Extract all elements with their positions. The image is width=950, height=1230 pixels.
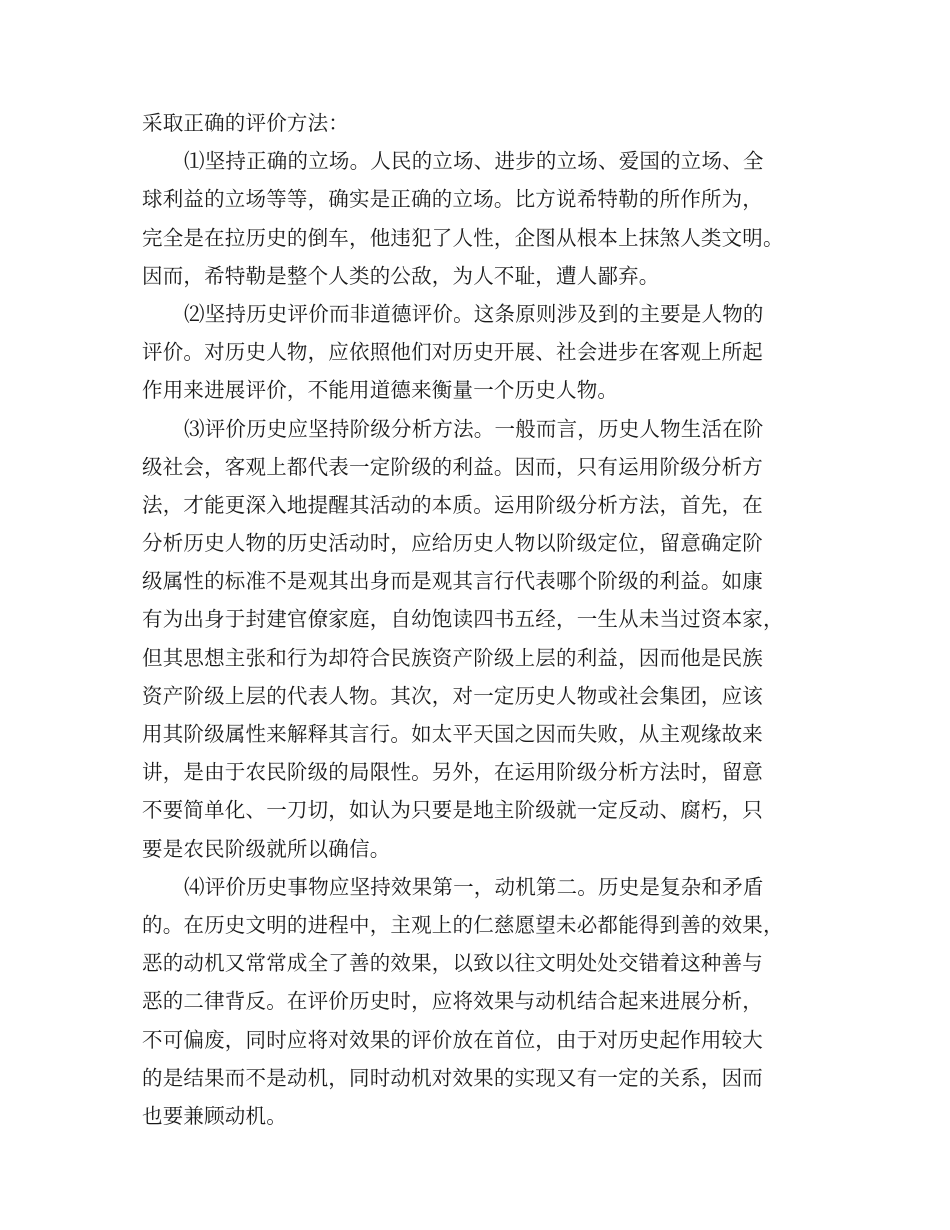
paragraph-line: 的是结果而不是动机，同时动机对效果的实现又有一定的关系，因而 [142, 1065, 763, 1090]
paragraph-line: 恶的二律背反。在评价历史时，应将效果与动机结合起来进展分析， [142, 989, 763, 1014]
paragraph-line: 的。在历史文明的进程中，主观上的仁慈愿望未必都能得到善的效果， [142, 912, 784, 937]
paragraph-line: 也要兼顾动机。 [142, 1103, 287, 1128]
paragraph-line: 级社会，客观上都代表一定阶级的利益。因而，只有运用阶级分析方 [142, 454, 763, 479]
paragraph-line: ⑴坚持正确的立场。人民的立场、进步的立场、爱国的立场、全 [184, 149, 764, 174]
paragraph-line: 但其思想主张和行为却符合民族资产阶级上层的利益，因而他是民族 [142, 645, 763, 670]
paragraph-line: 资产阶级上层的代表人物。其次，对一定历史人物或社会集团，应该 [142, 683, 763, 708]
paragraph-line: 不要简单化、一刀切，如认为只要是地主阶级就一定反动、腐朽，只 [142, 798, 763, 823]
paragraph-line: 不可偏废，同时应将对效果的评价放在首位，由于对历史起作用较大 [142, 1027, 763, 1052]
paragraph-line: 球利益的立场等等，确实是正确的立场。比方说希特勒的所作所为， [142, 187, 763, 212]
paragraph-line: ⑵坚持历史评价而非道德评价。这条原则涉及到的主要是人物的 [184, 301, 764, 326]
paragraph-line: ⑷评价历史事物应坚持效果第一，动机第二。历史是复杂和矛盾 [184, 874, 764, 899]
paragraph-line: 因而，希特勒是整个人类的公敌，为人不耻，遭人鄙弃。 [142, 263, 660, 288]
document-page [142, 104, 822, 1135]
paragraph-line: 讲，是由于农民阶级的局限性。另外，在运用阶级分析方法时，留意 [142, 760, 763, 785]
paragraph-line: 法，才能更深入地提醒其活动的本质。运用阶级分析方法，首先，在 [142, 492, 763, 517]
paragraph-line: 采取正确的评价方法： [142, 111, 349, 135]
paragraph-line: 恶的动机又常常成全了善的效果，以致以往文明处处交错着这种善与 [142, 951, 763, 976]
paragraph-line: 有为出身于封建官僚家庭，自幼饱读四书五经，一生从未当过资本家， [142, 607, 784, 632]
paragraph-line: 要是农民阶级就所以确信。 [142, 836, 391, 861]
paragraph-line: 级属性的标准不是观其出身而是观其言行代表哪个阶级的利益。如康 [142, 569, 763, 594]
paragraph-line: 评价。对历史人物，应依照他们对历史开展、社会进步在客观上所起 [142, 340, 763, 365]
paragraph-line: 分析历史人物的历史活动时，应给历史人物以阶级定位，留意确定阶 [142, 531, 763, 556]
paragraph-line: 用其阶级属性来解释其言行。如太平天国之因而失败，从主观缘故来 [142, 722, 763, 746]
paragraph-line: 作用来进展评价，不能用道德来衡量一个历史人物。 [142, 378, 619, 403]
paragraph-line: ⑶评价历史应坚持阶级分析方法。一般而言，历史人物生活在阶 [184, 416, 764, 441]
paragraph-line: 完全是在拉历史的倒车，他违犯了人性，企图从根本上抹煞人类文明。 [142, 225, 784, 250]
